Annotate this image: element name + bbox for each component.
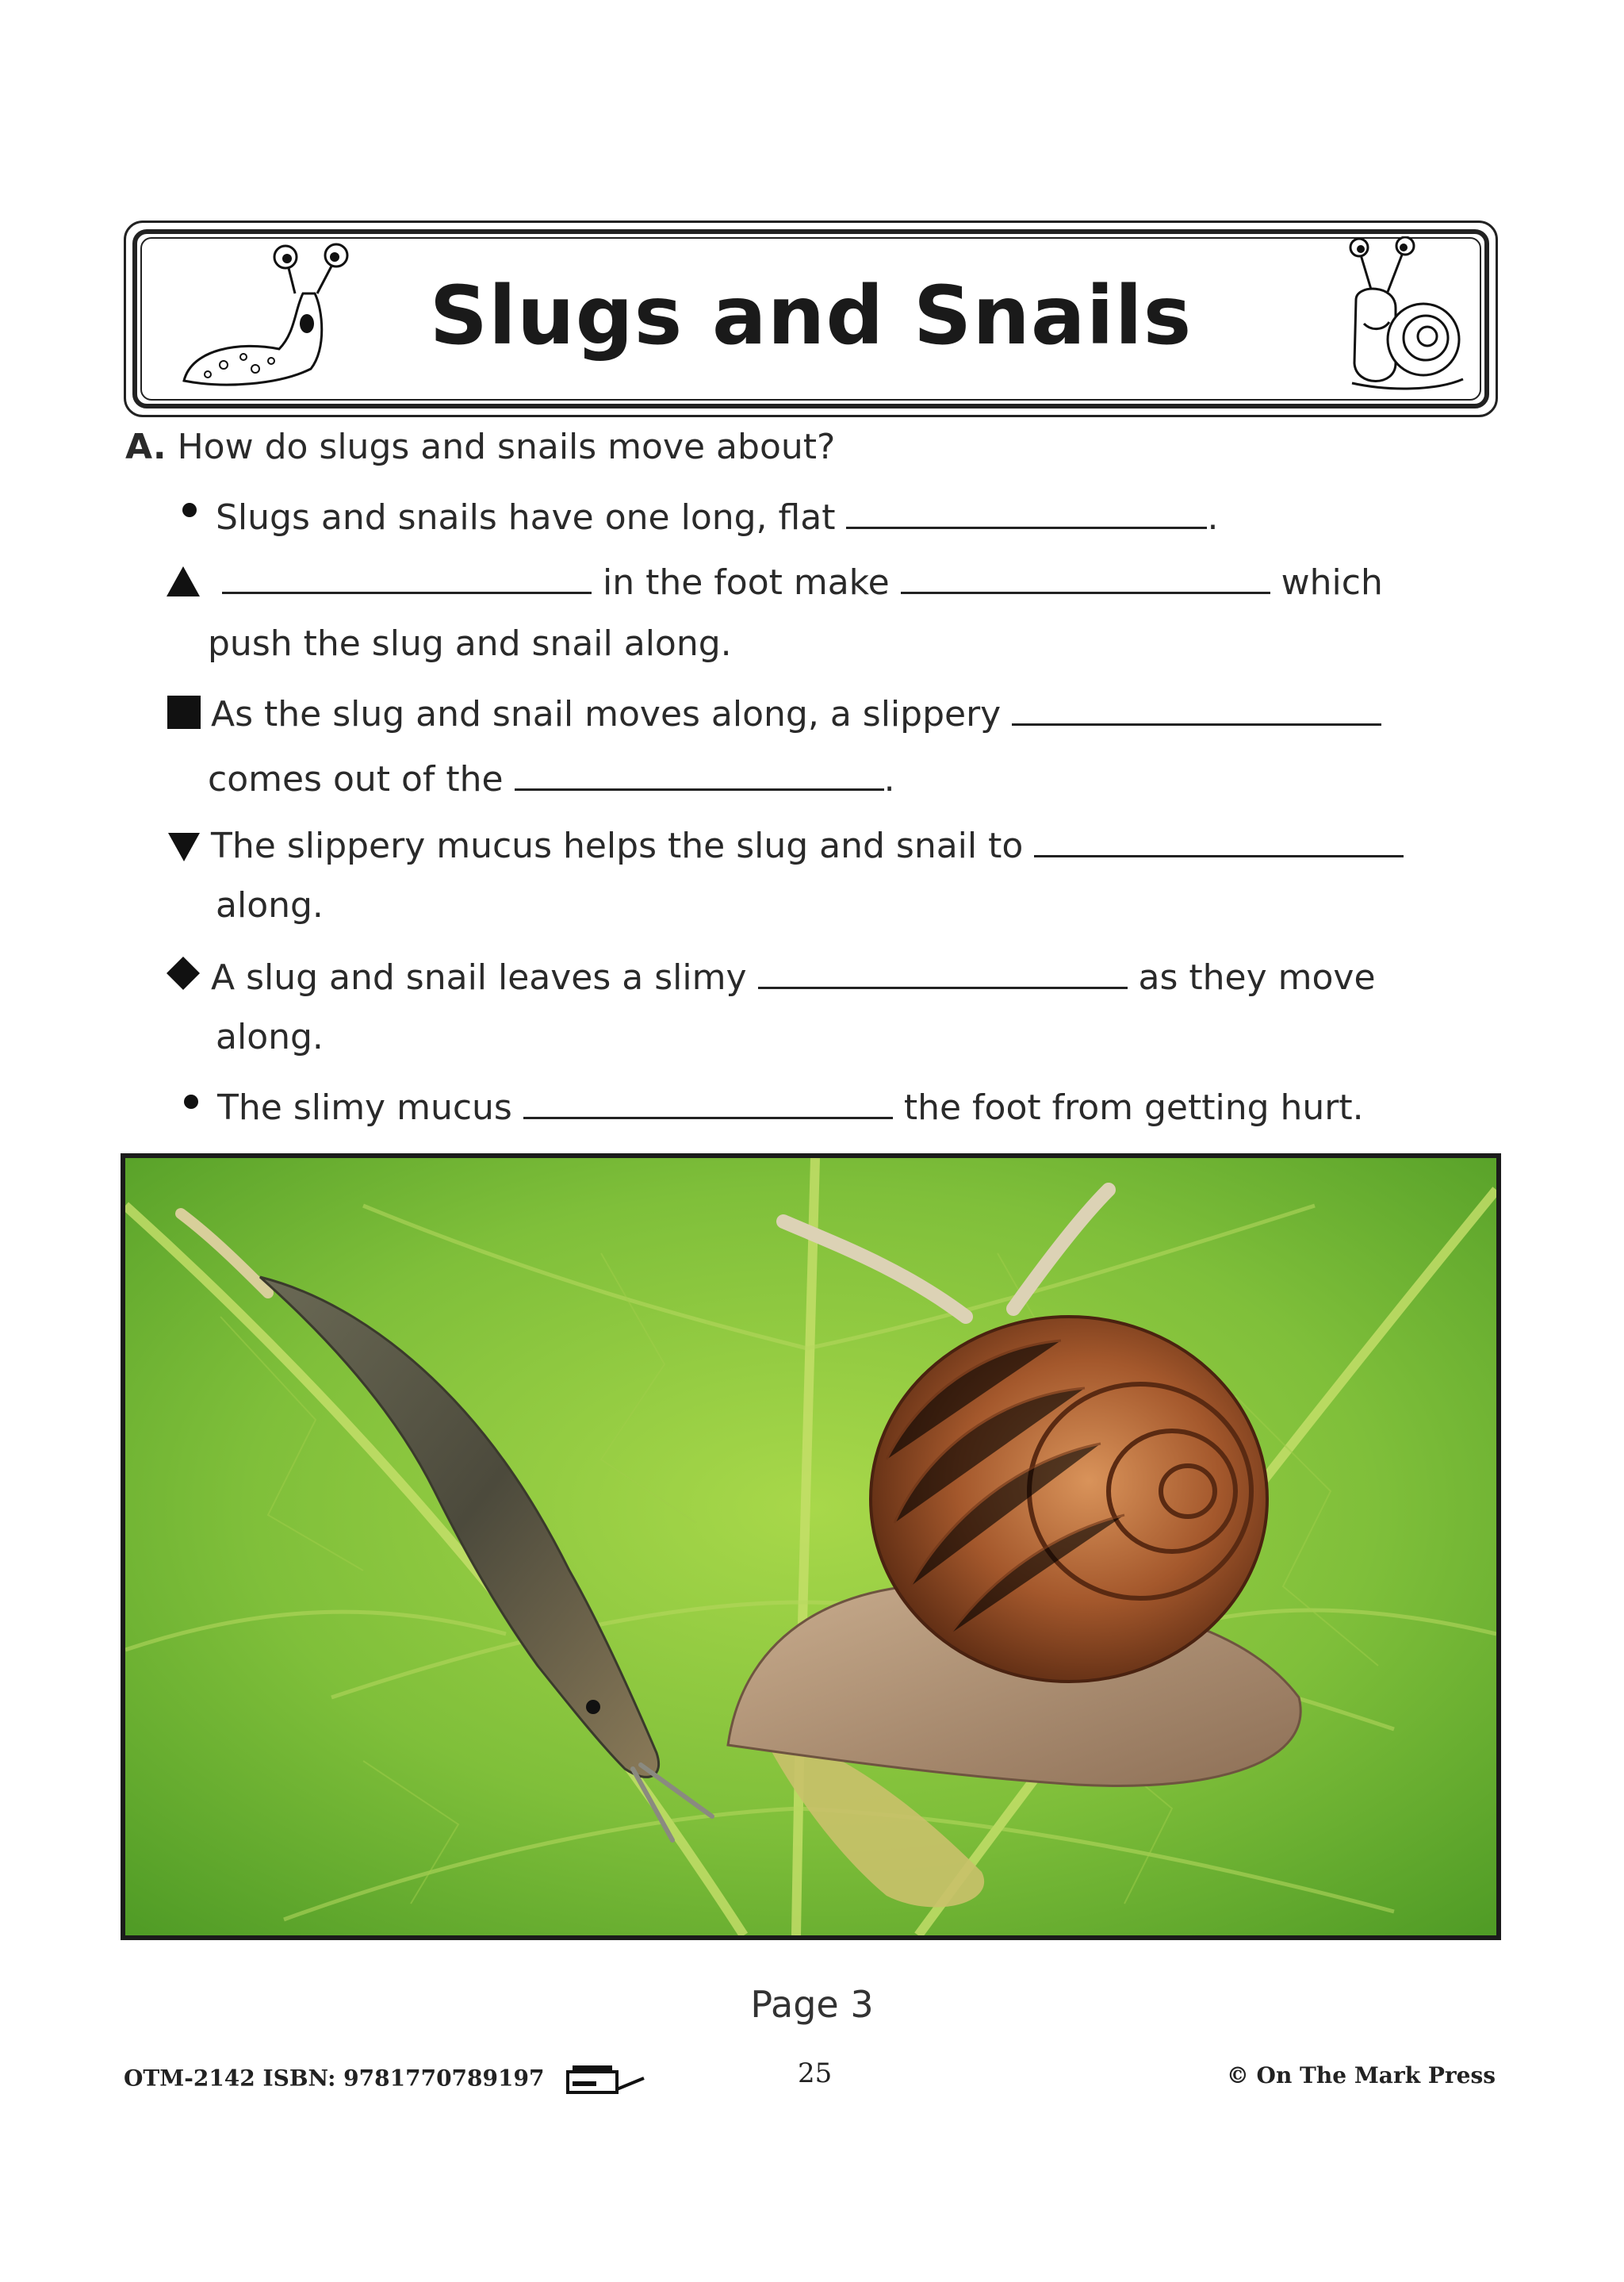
list-item-continuation: along. <box>216 885 324 926</box>
answer-blank[interactable] <box>523 1082 893 1119</box>
list-item <box>217 1082 1364 1128</box>
answer-blank[interactable] <box>901 557 1270 594</box>
answer-blank[interactable] <box>515 754 884 791</box>
footer-copyright: © On The Mark Press <box>1226 2062 1496 2088</box>
bullet-diamond-icon <box>165 955 201 991</box>
answer-blank[interactable] <box>222 557 592 594</box>
answer-blank[interactable] <box>1012 688 1381 726</box>
list-item-continuation <box>208 754 895 800</box>
item-text-end: . <box>1207 497 1219 538</box>
item-text: As the slug and snail moves along, a slippery <box>211 694 1002 734</box>
item-text: as they move <box>1138 957 1376 998</box>
item-text: A slug and snail leaves a slimy <box>211 957 747 998</box>
bullet-square-icon <box>167 695 201 730</box>
list-item-continuation: push the slug and snail along. <box>208 623 732 664</box>
question-label: A. <box>125 427 167 467</box>
list-item <box>211 820 1404 866</box>
bullet-dot-icon <box>181 501 198 519</box>
item-text: comes out of the <box>208 759 504 800</box>
photocopier-icon <box>561 2062 649 2097</box>
list-item <box>211 688 1381 734</box>
item-text: which <box>1281 562 1383 603</box>
bullet-triangle-down-icon <box>167 831 201 863</box>
leaf-photo-illustration <box>125 1158 1496 1935</box>
list-item <box>211 952 1376 998</box>
item-text: in the foot make <box>603 562 890 603</box>
answer-blank[interactable] <box>846 492 1207 529</box>
page-label: Page 3 <box>750 1983 874 2026</box>
bullet-dot-icon <box>182 1093 200 1110</box>
item-text: The slippery mucus helps the slug and snail to <box>211 826 1024 866</box>
question-prompt <box>125 427 835 467</box>
list-item <box>216 492 1218 538</box>
list-item <box>222 557 1383 603</box>
slug-mascot-icon <box>176 238 358 397</box>
answer-blank[interactable] <box>1034 820 1404 857</box>
item-text: The slimy mucus <box>217 1087 512 1128</box>
item-text: Slugs and snails have one long, flat <box>216 497 836 538</box>
footer-isbn <box>124 2062 649 2097</box>
page-title: Slugs and Snails <box>429 269 1193 363</box>
snail-mascot-icon <box>1340 236 1467 395</box>
question-text: How do slugs and snails move about? <box>177 427 836 467</box>
answer-blank[interactable] <box>758 952 1128 989</box>
slug-and-snail-photo <box>121 1153 1501 1940</box>
footer-isbn-text: OTM-2142 ISBN: 9781770789197 <box>124 2065 545 2092</box>
footer-page-number: 25 <box>798 2058 833 2089</box>
item-text: the foot from getting hurt. <box>903 1087 1364 1128</box>
item-text-end: . <box>883 759 895 800</box>
list-item-continuation: along. <box>216 1017 324 1057</box>
bullet-triangle-up-icon <box>165 565 201 598</box>
